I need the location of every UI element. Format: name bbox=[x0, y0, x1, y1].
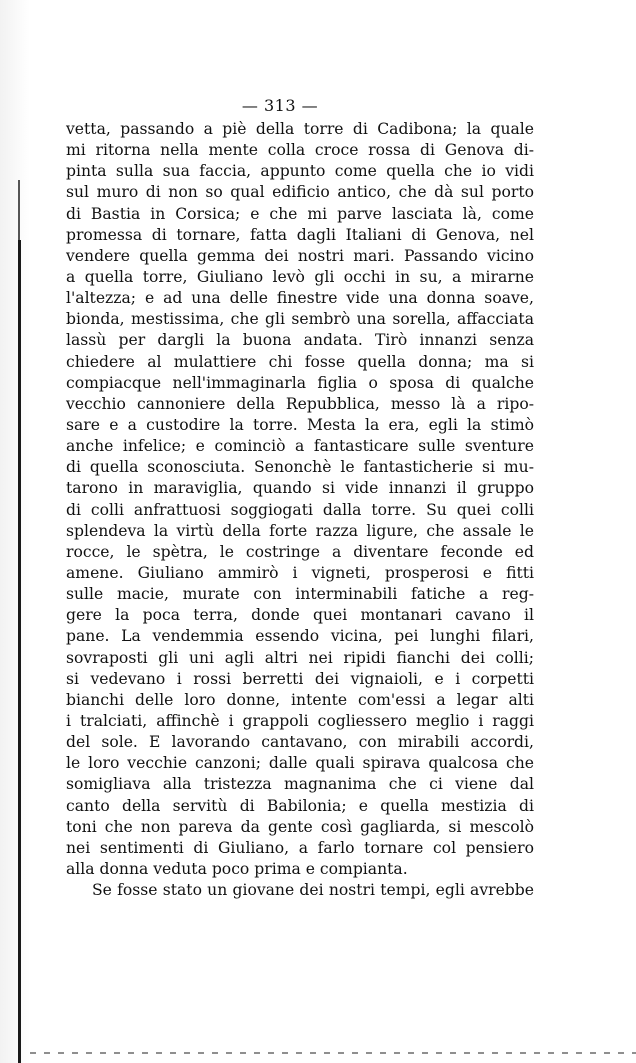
text-line: vendere quella gemma dei nostri mari. Passando vicino bbox=[66, 246, 534, 265]
text-line: bianchi delle loro donne, intente com'essi a legar alti bbox=[66, 690, 534, 709]
text-line: pane. La vendemmia essendo vicina, pei lunghi filari, bbox=[66, 627, 534, 646]
text-line: chiedere al mulattiere chi fosse quella donna; ma si bbox=[66, 352, 534, 371]
text-line: Se fosse stato un giovane dei nostri tempi, egli avrebbe bbox=[92, 881, 534, 900]
text-line: amene. Giuliano ammirò i vigneti, prosperosi e fitti bbox=[66, 563, 534, 582]
text-line: pinta sulla sua faccia, appunto come quella che io vidi bbox=[66, 162, 534, 181]
text-line: si vedevano i rossi berretti dei vignaioli, e i corpetti bbox=[66, 669, 534, 688]
binding-shadow-line bbox=[18, 240, 21, 1063]
body-text bbox=[66, 119, 534, 901]
text-line: gere la poca terra, donde quei montanari cavano il bbox=[66, 606, 534, 625]
text-line: a quella torre, Giuliano levò gli occhi in su, a mirarne bbox=[66, 267, 534, 286]
text-line: promessa di tornare, fatta dagli Italiani di Genova, nel bbox=[66, 225, 534, 244]
binding-shadow-top bbox=[18, 180, 20, 240]
text-line: mi ritorna nella mente colla croce rossa di Genova di- bbox=[66, 141, 534, 160]
text-line: di quella sconosciuta. Senonchè le fantasticherie si mu- bbox=[66, 458, 534, 477]
text-line: rocce, le spètra, le costringe a diventare feconde ed bbox=[66, 542, 534, 561]
text-line: del sole. E lavorando cantavano, con mirabili accordi, bbox=[66, 733, 534, 752]
text-line: toni che non pareva da gente così gagliarda, si mescolò bbox=[66, 817, 534, 836]
text-line: vecchio cannoniere della Repubblica, messo là a ripo- bbox=[66, 394, 534, 413]
text-line: di Bastia in Corsica; e che mi parve lasciata là, come bbox=[66, 204, 534, 223]
text-line: anche infelice; e cominciò a fantasticare sulle sventure bbox=[66, 437, 534, 456]
scan-page-edge bbox=[0, 0, 34, 1063]
text-line: splendeva la virtù della forte razza ligure, che assale le bbox=[66, 521, 534, 540]
text-line: bionda, mestissima, che gli sembrò una sorella, affacciata bbox=[66, 310, 534, 329]
scan-bottom-artifact bbox=[30, 1052, 636, 1054]
text-line: sovraposti gli uni agli altri nei ripidi fianchi dei colli; bbox=[66, 648, 534, 667]
text-line: tarono in maraviglia, quando si vide innanzi il gruppo bbox=[66, 479, 534, 498]
page-number: — 313 — bbox=[241, 96, 319, 115]
text-line: le loro vecchie canzoni; dalle quali spirava qualcosa che bbox=[66, 754, 534, 773]
text-line: i tralciati, affinchè i grappoli cogliessero meglio i raggi bbox=[66, 711, 534, 730]
text-line: sul muro di non so qual edificio antico, che dà sul porto bbox=[66, 183, 534, 202]
text-line: somigliava alla tristezza magnanima che ci viene dal bbox=[66, 775, 534, 794]
text-line: compiacque nell'immaginarla figlia o sposa di qualche bbox=[66, 373, 534, 392]
text-line: lassù per dargli la buona andata. Tirò innanzi senza bbox=[66, 331, 534, 350]
text-line: vetta, passando a piè della torre di Cadibona; la quale bbox=[66, 120, 534, 138]
text-line: alla donna veduta poco prima e compianta. bbox=[66, 859, 408, 878]
text-line: nei sentimenti di Giuliano, a farlo tornare col pensiero bbox=[66, 838, 534, 857]
text-line: l'altezza; e ad una delle finestre vide una donna soave, bbox=[66, 289, 534, 308]
text-line: sulle macie, murate con interminabili fatiche a reg- bbox=[66, 585, 534, 604]
text-line: di colli anfrattuosi soggiogati dalla torre. Su quei colli bbox=[66, 500, 534, 519]
text-line: canto della servitù di Babilonia; e quella mestizia di bbox=[66, 796, 534, 815]
text-line: sare e a custodire la torre. Mesta la era, egli la stimò bbox=[66, 415, 534, 434]
